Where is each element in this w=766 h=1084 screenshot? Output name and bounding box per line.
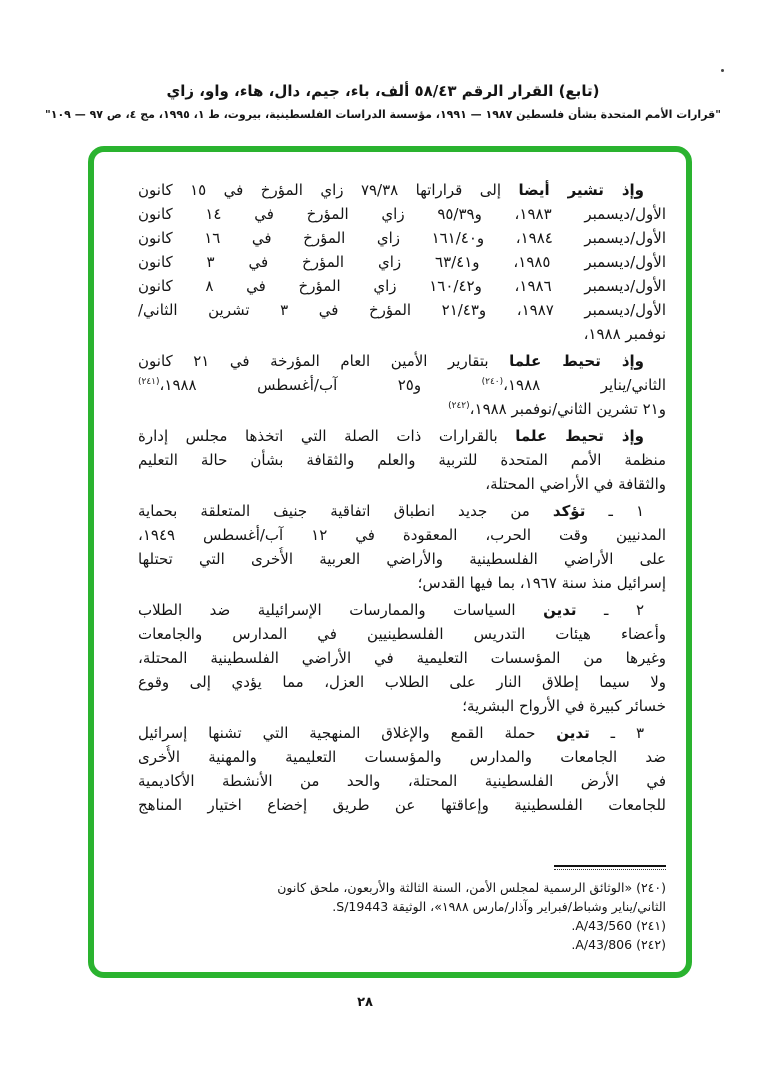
text-line: الأول/ديسمبر ١٩٨٦، و١٦٠/٤٢ زاي المؤرخ في ٨ كانون [138, 277, 666, 295]
text-line: الأول/ديسمبر ١٩٨٧، و٢١/٤٣ المؤرخ في ٣ تشرين الثاني/ [138, 301, 666, 319]
text-line: وإذ تحيط علما بالقرارات ذات الصلة التي اتخذها مجلس إدارة [138, 427, 645, 445]
text-line: ١ ـ تؤكد من جديد انطباق اتفاقية جنيف المتعلقة بحماية [138, 502, 644, 520]
text-line: نوفمبر ١٩٨٨، [583, 325, 666, 343]
footnote-line: (٢٤٠) «الوثائق الرسمية لمجلس الأمن، السنة الثالثة والأربعون، ملحق كانون [277, 880, 666, 895]
footnote-line: الثاني/يناير وشباط/فبراير وآذار/مارس ١٩٨٨»، الوثيقة S/19443. [332, 899, 666, 914]
text-line: إسرائيل منذ سنة ١٩٦٧، بما فيها القدس؛ [417, 574, 666, 592]
text-line: وإذ تشير أيضا إلى قراراتها ٧٩/٣٨ زاي المؤرخ في ١٥ كانون [138, 181, 645, 199]
document-content [138, 178, 666, 962]
footnote-separator [554, 865, 666, 870]
text-line: و٢١ تشرين الثاني/نوفمبر ١٩٨٨،$^{(٢٤٢)}$ [448, 400, 666, 418]
paragraph [138, 349, 666, 421]
text-line: المدنيين وقت الحرب، المعقودة في ١٢ آب/أغسطس ١٩٤٩، [138, 526, 666, 544]
footnote-line: (٢٤١) A/43/560. [571, 918, 666, 933]
document-frame [88, 146, 692, 978]
paragraph [138, 424, 666, 496]
paragraph [138, 721, 666, 817]
scan-artifact-dot [721, 69, 724, 72]
footnote-list [138, 878, 666, 954]
text-line: ولا سيما إطلاق النار على الطلاب العزل، مما يؤدي إلى وقوع [138, 673, 666, 691]
text-line: والثقافة في الأراضي المحتلة، [485, 475, 666, 493]
text-line: على الأراضي الفلسطينية والأراضي العربية الأُخرى التي تحتلها [138, 550, 666, 568]
text-line: الأول/ديسمبر ١٩٨٤، و١٦١/٤٠ زاي المؤرخ في ١٦ كانون [138, 229, 666, 247]
footnotes [138, 865, 666, 954]
paragraph [138, 178, 666, 346]
text-line: ٣ ـ تدين حملة القمع والإغلاق المنهجية التي تشنها إسرائيل [138, 724, 644, 742]
text-line: منظمة الأمم المتحدة للتربية والعلم والثقافة بشأن حالة التعليم [138, 451, 666, 469]
text-line: وغيرها من المؤسسات التعليمية في الأراضي الفلسطينية المحتلة، [138, 649, 666, 667]
text-line: للجامعات الفلسطينية وإعاقتها عن طريق إخضاع اختيار المناهج [138, 796, 666, 814]
text-line: الأول/ديسمبر ١٩٨٣، و٩٥/٣٩ زاي المؤرخ في ١٤ كانون [138, 205, 666, 223]
text-line: الأول/ديسمبر ١٩٨٥، و٦٣/٤١ زاي المؤرخ في ٣ كانون [138, 253, 666, 271]
text-line: خسائر كبيرة في الأرواح البشرية؛ [462, 697, 666, 715]
text-line: وأعضاء هيئات التدريس الفلسطينيين في المدارس والجامعات [138, 625, 666, 643]
text-line: ٢ ـ تدين السياسات والممارسات الإسرائيلية ضد الطلاب [138, 601, 644, 619]
text-line: ضد الجامعات والمدارس والمؤسسات التعليمية والمهنية الأُخرى [138, 748, 666, 766]
text-line: الثاني/يناير ١٩٨٨،$^{(٢٤٠)}$ و٢٥ آب/أغسطس ١٩٨٨،$^{(٢٤١)}$ [138, 376, 666, 394]
footnote-line: (٢٤٢) A/43/806. [571, 937, 666, 952]
header-source-citation: "قرارات الأمم المتحدة بشأن فلسطين ١٩٨٧ — ١٩٩١، مؤسسة الدراسات الفلسطينية، بيروت، ط ١، ١٩٩٥، مج ٤، ص ٩٧ — ١٠٩" [45, 108, 721, 121]
header-resolution-title: (تابع) القرار الرقم ٥٨/٤٣ ألف، باء، جيم، دال، هاء، واو، زاي [166, 82, 600, 100]
text-line: وإذ تحيط علما بتقارير الأمين العام المؤرخة في ٢١ كانون [138, 352, 645, 370]
text-line: في الأرض الفلسطينية المحتلة، والحد من الأنشطة الأكاديمية [138, 772, 666, 790]
document-body [138, 178, 666, 817]
page-number: ٢٨ [357, 995, 373, 1010]
paragraph [138, 499, 666, 595]
paragraph [138, 598, 666, 718]
